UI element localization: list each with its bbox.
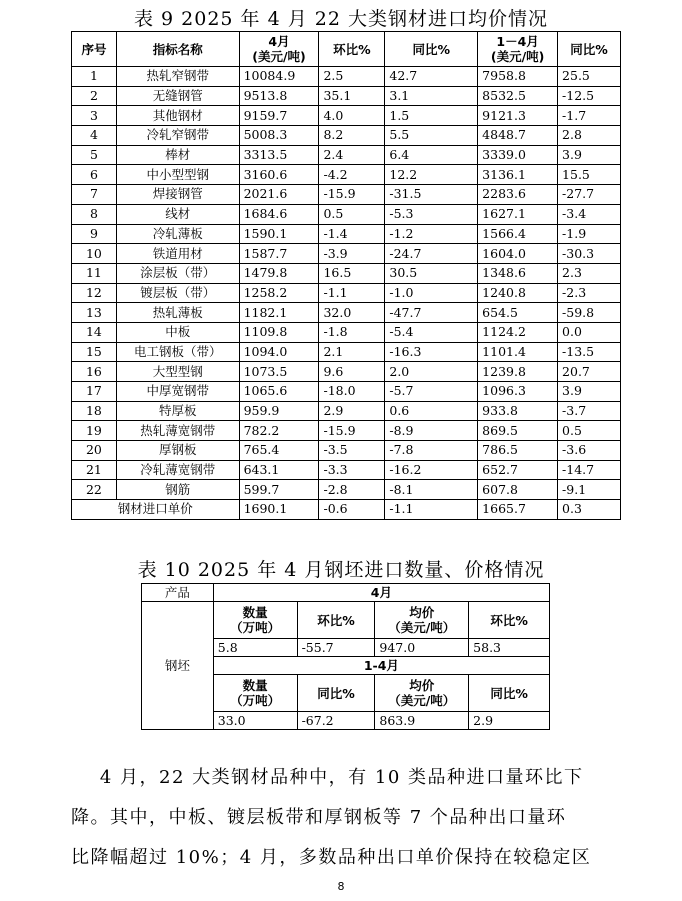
row-april-price: 1073.5 <box>239 362 319 382</box>
row-yoy: -16.3 <box>385 342 478 362</box>
row-yoy: -31.5 <box>385 185 478 205</box>
table-row <box>72 204 621 224</box>
row-ytd-yoy: -1.7 <box>558 106 621 126</box>
row-ytd-price: 8532.5 <box>478 86 558 106</box>
row-april-price: 1590.1 <box>239 224 319 244</box>
table-row <box>72 67 621 87</box>
row-seq: 21 <box>72 460 117 480</box>
row-mom: -3.9 <box>319 244 385 264</box>
april-header: 4月 <box>213 584 549 602</box>
row-seq: 8 <box>72 204 117 224</box>
ytd-yoy-header: 同比% <box>297 675 375 712</box>
ytd-qty-header <box>213 675 297 712</box>
total-name: 钢材进口单价 <box>72 500 240 520</box>
row-name: 电工钢板（带） <box>116 342 239 362</box>
row-yoy: 5.5 <box>385 126 478 146</box>
row-yoy: 2.0 <box>385 362 478 382</box>
row-yoy: 30.5 <box>385 263 478 283</box>
row-yoy: -47.7 <box>385 303 478 323</box>
row-ytd-yoy: 0.5 <box>558 421 621 441</box>
ytd-yoy: -67.2 <box>297 712 375 730</box>
row-seq: 10 <box>72 244 117 264</box>
page-number: 8 <box>337 880 345 893</box>
row-april-price: 1065.6 <box>239 382 319 402</box>
row-mom: 2.4 <box>319 145 385 165</box>
april-price-header-line2: （美元/吨） <box>388 620 456 635</box>
row-yoy: 1.5 <box>385 106 478 126</box>
row-mom: 2.9 <box>319 401 385 421</box>
product-cell: 钢坯 <box>142 602 214 730</box>
table9-title: 表 9 2025 年 4 月 22 大类钢材进口均价情况 <box>134 8 548 30</box>
row-ytd-price: 786.5 <box>478 441 558 461</box>
row-ytd-yoy: 15.5 <box>558 165 621 185</box>
row-seq: 2 <box>72 86 117 106</box>
row-ytd-price: 1240.8 <box>478 283 558 303</box>
row-ytd-price: 1101.4 <box>478 342 558 362</box>
row-name: 中小型型钢 <box>116 165 239 185</box>
row-april-price: 1479.8 <box>239 263 319 283</box>
table-row <box>72 165 621 185</box>
row-name: 钢筋 <box>116 480 239 500</box>
ytd-price-yoy-header: 同比% <box>469 675 550 712</box>
row-april-price: 1109.8 <box>239 322 319 342</box>
row-seq: 12 <box>72 283 117 303</box>
row-seq: 14 <box>72 322 117 342</box>
table-row <box>72 322 621 342</box>
ytd-price: 863.9 <box>375 712 469 730</box>
row-mom: 9.6 <box>319 362 385 382</box>
ytd-price-header-line2: （美元/吨） <box>388 693 456 708</box>
row-name: 焊接钢管 <box>116 185 239 205</box>
row-name: 镀层板（带） <box>116 283 239 303</box>
row-seq: 4 <box>72 126 117 146</box>
table-row <box>72 106 621 126</box>
row-ytd-price: 1124.2 <box>478 322 558 342</box>
table-row <box>72 283 621 303</box>
table-row <box>72 382 621 402</box>
row-mom: 4.0 <box>319 106 385 126</box>
row-mom: -15.9 <box>319 421 385 441</box>
row-april-price: 599.7 <box>239 480 319 500</box>
april-price: 947.0 <box>375 639 469 657</box>
row-april-price: 1684.6 <box>239 204 319 224</box>
row-yoy: 12.2 <box>385 165 478 185</box>
table-row <box>72 86 621 106</box>
row-name: 特厚板 <box>116 401 239 421</box>
row-mom: 35.1 <box>319 86 385 106</box>
row-ytd-price: 652.7 <box>478 460 558 480</box>
ytd-qty: 33.0 <box>213 712 297 730</box>
body-paragraph-line2: 降。其中，中板、镀层板带和厚钢板等 7 个品种出口量环 <box>71 807 567 828</box>
row-april-price: 959.9 <box>239 401 319 421</box>
col-header-april <box>239 32 319 67</box>
row-mom: -1.1 <box>319 283 385 303</box>
april-mom: -55.7 <box>297 639 375 657</box>
table-row <box>72 401 621 421</box>
row-ytd-yoy: 3.9 <box>558 145 621 165</box>
table-row <box>72 480 621 500</box>
row-ytd-price: 607.8 <box>478 480 558 500</box>
row-ytd-yoy: 2.8 <box>558 126 621 146</box>
total-ytd-yoy: 0.3 <box>558 500 621 520</box>
row-name: 热轧窄钢带 <box>116 67 239 87</box>
row-yoy: -8.1 <box>385 480 478 500</box>
row-yoy: -5.4 <box>385 322 478 342</box>
row-seq: 9 <box>72 224 117 244</box>
row-april-price: 9513.8 <box>239 86 319 106</box>
row-mom: -4.2 <box>319 165 385 185</box>
ytd-price-yoy: 2.9 <box>469 712 550 730</box>
row-name: 中板 <box>116 322 239 342</box>
col-header-mom: 环比% <box>319 32 385 67</box>
row-seq: 20 <box>72 441 117 461</box>
row-april-price: 3160.6 <box>239 165 319 185</box>
row-ytd-price: 1627.1 <box>478 204 558 224</box>
row-name: 其他钢材 <box>116 106 239 126</box>
row-ytd-price: 1096.3 <box>478 382 558 402</box>
row-ytd-yoy: 0.0 <box>558 322 621 342</box>
row-seq: 13 <box>72 303 117 323</box>
col-header-april-line1: 4月 <box>268 34 290 49</box>
row-name: 厚钢板 <box>116 441 239 461</box>
row-mom: 32.0 <box>319 303 385 323</box>
row-ytd-yoy: 20.7 <box>558 362 621 382</box>
row-april-price: 1587.7 <box>239 244 319 264</box>
row-ytd-yoy: -1.9 <box>558 224 621 244</box>
row-seq: 22 <box>72 480 117 500</box>
row-name: 棒材 <box>116 145 239 165</box>
april-qty-header <box>213 602 297 639</box>
billet-import-table <box>141 583 550 730</box>
row-mom: -1.8 <box>319 322 385 342</box>
row-seq: 17 <box>72 382 117 402</box>
row-ytd-yoy: 2.3 <box>558 263 621 283</box>
row-name: 铁道用材 <box>116 244 239 264</box>
ytd-price-header-line1: 均价 <box>409 678 435 693</box>
row-yoy: -5.3 <box>385 204 478 224</box>
row-mom: 8.2 <box>319 126 385 146</box>
row-ytd-price: 933.8 <box>478 401 558 421</box>
row-name: 热轧薄板 <box>116 303 239 323</box>
table-row <box>72 244 621 264</box>
april-qty-header-line2: （万吨） <box>230 620 281 635</box>
row-yoy: -1.0 <box>385 283 478 303</box>
col-header-name: 指标名称 <box>116 32 239 67</box>
row-yoy: 3.1 <box>385 86 478 106</box>
row-mom: 2.5 <box>319 67 385 87</box>
col-header-yoy: 同比% <box>385 32 478 67</box>
row-yoy: -8.9 <box>385 421 478 441</box>
row-name: 冷轧窄钢带 <box>116 126 239 146</box>
row-ytd-yoy: -27.7 <box>558 185 621 205</box>
product-header: 产品 <box>142 584 214 602</box>
row-ytd-price: 1239.8 <box>478 362 558 382</box>
april-mom-header: 环比% <box>297 602 375 639</box>
col-header-april-line2: (美元/吨) <box>252 49 306 64</box>
row-ytd-yoy: -14.7 <box>558 460 621 480</box>
row-ytd-yoy: -30.3 <box>558 244 621 264</box>
row-ytd-price: 9121.3 <box>478 106 558 126</box>
total-april: 1690.1 <box>239 500 319 520</box>
row-seq: 15 <box>72 342 117 362</box>
april-qty-header-line1: 数量 <box>242 605 268 620</box>
row-ytd-price: 1604.0 <box>478 244 558 264</box>
col-header-jan-apr <box>478 32 558 67</box>
row-yoy: -24.7 <box>385 244 478 264</box>
row-ytd-yoy: -3.7 <box>558 401 621 421</box>
row-april-price: 1182.1 <box>239 303 319 323</box>
table-row <box>72 126 621 146</box>
row-ytd-price: 7958.8 <box>478 67 558 87</box>
row-ytd-yoy: -2.3 <box>558 283 621 303</box>
row-april-price: 9159.7 <box>239 106 319 126</box>
total-mom: -0.6 <box>319 500 385 520</box>
t10-row-april-subheader <box>142 602 550 639</box>
row-seq: 7 <box>72 185 117 205</box>
col-header-jan-apr-line2: (美元/吨) <box>490 49 545 64</box>
row-yoy: -1.2 <box>385 224 478 244</box>
row-ytd-yoy: -3.4 <box>558 204 621 224</box>
row-yoy: 0.6 <box>385 401 478 421</box>
row-ytd-yoy: -13.5 <box>558 342 621 362</box>
row-name: 无缝钢管 <box>116 86 239 106</box>
table-row <box>72 263 621 283</box>
row-ytd-price: 654.5 <box>478 303 558 323</box>
table-row <box>72 145 621 165</box>
table-row <box>72 185 621 205</box>
april-qty: 5.8 <box>213 639 297 657</box>
ytd-qty-header-line1: 数量 <box>242 678 268 693</box>
row-ytd-price: 4848.7 <box>478 126 558 146</box>
body-paragraph-line1: 4 月，22 大类钢材品种中，有 10 类品种进口量环比下 <box>71 767 584 788</box>
row-ytd-yoy: -12.5 <box>558 86 621 106</box>
row-name: 线材 <box>116 204 239 224</box>
row-seq: 6 <box>72 165 117 185</box>
table10-title: 表 10 2025 年 4 月钢坯进口数量、价格情况 <box>137 559 545 581</box>
row-seq: 16 <box>72 362 117 382</box>
total-ytd: 1665.7 <box>478 500 558 520</box>
row-mom: 2.1 <box>319 342 385 362</box>
row-mom: 0.5 <box>319 204 385 224</box>
row-ytd-price: 1348.6 <box>478 263 558 283</box>
row-ytd-price: 3339.0 <box>478 145 558 165</box>
row-seq: 18 <box>72 401 117 421</box>
row-seq: 1 <box>72 67 117 87</box>
row-seq: 11 <box>72 263 117 283</box>
row-yoy: -5.7 <box>385 382 478 402</box>
row-ytd-price: 869.5 <box>478 421 558 441</box>
body-paragraph-line3: 比降幅超过 10%；4 月，多数品种出口单价保持在较稳定区 <box>71 847 592 868</box>
row-april-price: 3313.5 <box>239 145 319 165</box>
total-yoy: -1.1 <box>385 500 478 520</box>
steel-import-price-table <box>71 31 621 520</box>
row-name: 大型型钢 <box>116 362 239 382</box>
col-header-yoy2: 同比% <box>558 32 621 67</box>
row-april-price: 10084.9 <box>239 67 319 87</box>
table-total-row <box>72 500 621 520</box>
row-april-price: 782.2 <box>239 421 319 441</box>
row-name: 冷轧薄板 <box>116 224 239 244</box>
row-ytd-yoy: -3.6 <box>558 441 621 461</box>
row-ytd-price: 2283.6 <box>478 185 558 205</box>
row-april-price: 765.4 <box>239 441 319 461</box>
ytd-price-header <box>375 675 469 712</box>
row-seq: 3 <box>72 106 117 126</box>
table-row <box>72 303 621 323</box>
row-ytd-yoy: 3.9 <box>558 382 621 402</box>
row-mom: -15.9 <box>319 185 385 205</box>
april-price-header <box>375 602 469 639</box>
row-name: 热轧薄宽钢带 <box>116 421 239 441</box>
table-row <box>72 342 621 362</box>
col-header-jan-apr-line1: 1－4月 <box>496 34 539 49</box>
row-name: 中厚宽钢带 <box>116 382 239 402</box>
row-yoy: 42.7 <box>385 67 478 87</box>
row-name: 涂层板（带） <box>116 263 239 283</box>
col-header-seq: 序号 <box>72 32 117 67</box>
table-row <box>72 362 621 382</box>
table-row <box>72 441 621 461</box>
row-seq: 5 <box>72 145 117 165</box>
april-price-mom: 58.3 <box>469 639 550 657</box>
ytd-qty-header-line2: （万吨） <box>230 693 281 708</box>
row-mom: -2.8 <box>319 480 385 500</box>
row-name: 冷轧薄宽钢带 <box>116 460 239 480</box>
row-april-price: 1258.2 <box>239 283 319 303</box>
row-mom: -3.3 <box>319 460 385 480</box>
row-april-price: 643.1 <box>239 460 319 480</box>
row-ytd-price: 3136.1 <box>478 165 558 185</box>
table-row <box>72 421 621 441</box>
row-ytd-yoy: -9.1 <box>558 480 621 500</box>
row-mom: -18.0 <box>319 382 385 402</box>
row-april-price: 5008.3 <box>239 126 319 146</box>
row-mom: -1.4 <box>319 224 385 244</box>
table-row <box>72 224 621 244</box>
row-mom: 16.5 <box>319 263 385 283</box>
row-ytd-yoy: -59.8 <box>558 303 621 323</box>
row-yoy: 6.4 <box>385 145 478 165</box>
row-april-price: 2021.6 <box>239 185 319 205</box>
row-mom: -3.5 <box>319 441 385 461</box>
april-price-mom-header: 环比% <box>469 602 550 639</box>
row-ytd-price: 1566.4 <box>478 224 558 244</box>
row-seq: 19 <box>72 421 117 441</box>
table-header-row <box>72 32 621 67</box>
table-row <box>72 460 621 480</box>
row-yoy: -16.2 <box>385 460 478 480</box>
april-price-header-line1: 均价 <box>409 605 435 620</box>
row-yoy: -7.8 <box>385 441 478 461</box>
row-april-price: 1094.0 <box>239 342 319 362</box>
row-ytd-yoy: 25.5 <box>558 67 621 87</box>
ytd-header: 1-4月 <box>213 657 549 675</box>
t10-row-header <box>142 584 550 602</box>
